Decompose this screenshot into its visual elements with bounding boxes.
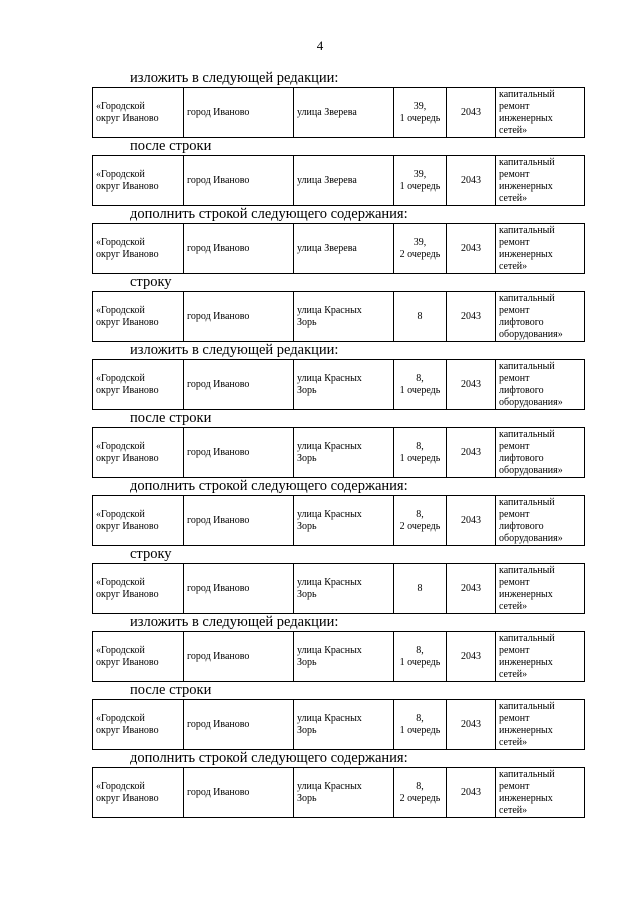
city-cell: город Иваново — [184, 632, 294, 682]
instruction-text: после строки — [130, 410, 212, 426]
instruction-text: строку — [130, 546, 172, 562]
municipality-cell: «Городской округ Иваново — [93, 156, 184, 206]
year-cell: 2043 — [447, 224, 496, 274]
table-row — [92, 223, 585, 274]
year-cell: 2043 — [447, 88, 496, 138]
city-cell: город Иваново — [184, 564, 294, 614]
street-cell: улица Красных Зорь — [294, 360, 394, 410]
instruction-text: изложить в следующей редакции: — [130, 70, 339, 86]
document-body — [92, 70, 582, 818]
house-cell: 8, 1 очередь — [394, 360, 447, 410]
house-cell: 8, 1 очередь — [394, 428, 447, 478]
municipality-cell: «Городской округ Иваново — [93, 88, 184, 138]
house-cell: 8 — [394, 292, 447, 342]
table-row — [92, 427, 585, 478]
city-cell: город Иваново — [184, 224, 294, 274]
street-cell: улица Красных Зорь — [294, 564, 394, 614]
amendment-block — [92, 274, 582, 342]
city-cell: город Иваново — [184, 700, 294, 750]
table-row — [92, 767, 585, 818]
municipality-cell: «Городской округ Иваново — [93, 496, 184, 546]
amendment-block — [92, 206, 582, 274]
municipality-cell: «Городской округ Иваново — [93, 564, 184, 614]
work-type-cell: капитальный ремонт лифтового оборудования» — [496, 428, 585, 478]
instruction-text: после строки — [130, 682, 212, 698]
instruction-text: изложить в следующей редакции: — [130, 342, 339, 358]
municipality-cell: «Городской округ Иваново — [93, 768, 184, 818]
house-cell: 8 — [394, 564, 447, 614]
house-cell: 39, 2 очередь — [394, 224, 447, 274]
street-cell: улица Красных Зорь — [294, 632, 394, 682]
city-cell: город Иваново — [184, 496, 294, 546]
work-type-cell: капитальный ремонт инженерных сетей» — [496, 224, 585, 274]
amendment-block — [92, 546, 582, 614]
street-cell: улица Красных Зорь — [294, 428, 394, 478]
table-row — [92, 631, 585, 682]
table-row — [92, 563, 585, 614]
amendment-block — [92, 750, 582, 818]
house-cell: 39, 1 очередь — [394, 156, 447, 206]
page-number: 4 — [316, 38, 324, 53]
city-cell: город Иваново — [184, 88, 294, 138]
work-type-cell: капитальный ремонт лифтового оборудования» — [496, 292, 585, 342]
house-cell: 39, 1 очередь — [394, 88, 447, 138]
amendment-block — [92, 410, 582, 478]
year-cell: 2043 — [447, 156, 496, 206]
street-cell: улица Зверева — [294, 88, 394, 138]
work-type-cell: капитальный ремонт лифтового оборудования» — [496, 360, 585, 410]
instruction-text: дополнить строкой следующего содержания: — [130, 478, 408, 494]
year-cell: 2043 — [447, 360, 496, 410]
municipality-cell: «Городской округ Иваново — [93, 360, 184, 410]
house-cell: 8, 2 очередь — [394, 768, 447, 818]
work-type-cell: капитальный ремонт инженерных сетей» — [496, 564, 585, 614]
year-cell: 2043 — [447, 632, 496, 682]
instruction-text: строку — [130, 274, 172, 290]
instruction-text: дополнить строкой следующего содержания: — [130, 206, 408, 222]
year-cell: 2043 — [447, 564, 496, 614]
amendment-block — [92, 138, 582, 206]
work-type-cell: капитальный ремонт инженерных сетей» — [496, 768, 585, 818]
city-cell: город Иваново — [184, 428, 294, 478]
table-row — [92, 699, 585, 750]
city-cell: город Иваново — [184, 156, 294, 206]
year-cell: 2043 — [447, 292, 496, 342]
amendment-block — [92, 70, 582, 138]
table-row — [92, 495, 585, 546]
street-cell: улица Красных Зорь — [294, 496, 394, 546]
instruction-text: дополнить строкой следующего содержания: — [130, 750, 408, 766]
work-type-cell: капитальный ремонт инженерных сетей» — [496, 632, 585, 682]
instruction-text: изложить в следующей редакции: — [130, 614, 339, 630]
table-row — [92, 87, 585, 138]
street-cell: улица Красных Зорь — [294, 768, 394, 818]
house-cell: 8, 1 очередь — [394, 700, 447, 750]
work-type-cell: капитальный ремонт инженерных сетей» — [496, 700, 585, 750]
street-cell: улица Зверева — [294, 224, 394, 274]
amendment-block — [92, 682, 582, 750]
municipality-cell: «Городской округ Иваново — [93, 632, 184, 682]
city-cell: город Иваново — [184, 768, 294, 818]
amendment-block — [92, 478, 582, 546]
house-cell: 8, 1 очередь — [394, 632, 447, 682]
amendment-block — [92, 342, 582, 410]
year-cell: 2043 — [447, 768, 496, 818]
municipality-cell: «Городской округ Иваново — [93, 292, 184, 342]
year-cell: 2043 — [447, 428, 496, 478]
house-cell: 8, 2 очередь — [394, 496, 447, 546]
work-type-cell: капитальный ремонт лифтового оборудования» — [496, 496, 585, 546]
municipality-cell: «Городской округ Иваново — [93, 428, 184, 478]
street-cell: улица Зверева — [294, 156, 394, 206]
street-cell: улица Красных Зорь — [294, 292, 394, 342]
amendment-block — [92, 614, 582, 682]
street-cell: улица Красных Зорь — [294, 700, 394, 750]
work-type-cell: капитальный ремонт инженерных сетей» — [496, 156, 585, 206]
table-row — [92, 359, 585, 410]
city-cell: город Иваново — [184, 360, 294, 410]
municipality-cell: «Городской округ Иваново — [93, 700, 184, 750]
table-row — [92, 291, 585, 342]
city-cell: город Иваново — [184, 292, 294, 342]
year-cell: 2043 — [447, 496, 496, 546]
municipality-cell: «Городской округ Иваново — [93, 224, 184, 274]
year-cell: 2043 — [447, 700, 496, 750]
work-type-cell: капитальный ремонт инженерных сетей» — [496, 88, 585, 138]
table-row — [92, 155, 585, 206]
instruction-text: после строки — [130, 138, 212, 154]
